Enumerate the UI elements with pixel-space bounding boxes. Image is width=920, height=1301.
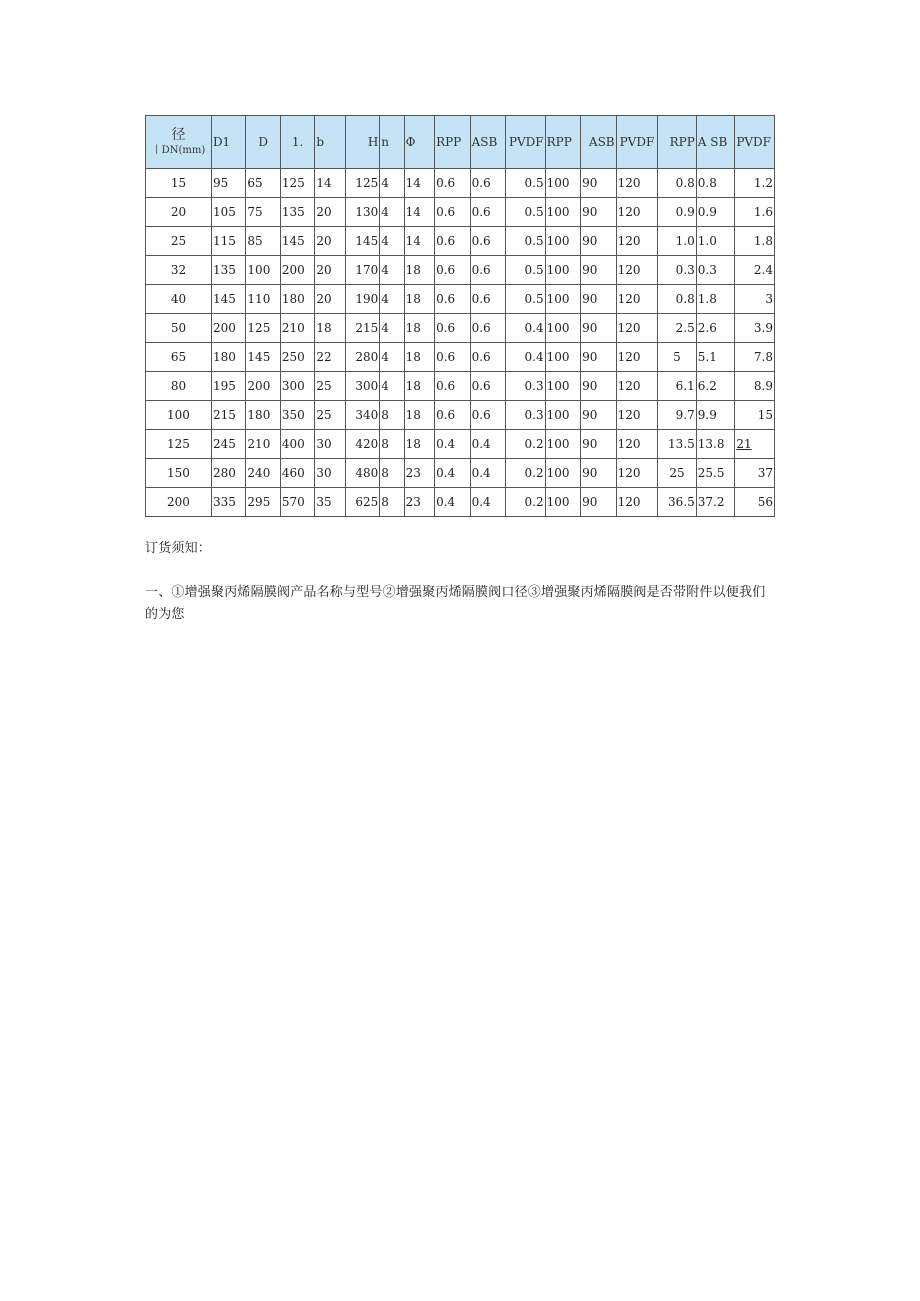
- table-cell: 100: [246, 256, 280, 285]
- table-cell: 0.6: [470, 343, 506, 372]
- table-cell: 4: [380, 198, 404, 227]
- table-cell: 170: [345, 256, 379, 285]
- cell-dn: 50: [146, 314, 212, 343]
- table-cell: 90: [581, 227, 617, 256]
- table-cell: 0.6: [435, 227, 471, 256]
- table-cell: 100: [545, 285, 581, 314]
- table-cell: 295: [246, 488, 280, 517]
- table-cell: 90: [581, 459, 617, 488]
- table-cell: 0.8: [696, 169, 735, 198]
- table-cell: 8.9: [735, 372, 775, 401]
- table-cell: 2.5: [658, 314, 697, 343]
- table-cell: 23: [404, 488, 434, 517]
- table-cell: 0.4: [470, 459, 506, 488]
- table-cell: 0.5: [506, 256, 546, 285]
- cell-dn: 125: [146, 430, 212, 459]
- table-cell: 135: [211, 256, 245, 285]
- header-cell: RPP: [658, 116, 697, 169]
- table-cell: 0.3: [696, 256, 735, 285]
- table-cell: 0.6: [435, 285, 471, 314]
- table-row: [146, 256, 775, 285]
- table-cell: 125: [345, 169, 379, 198]
- table-cell: 0.5: [506, 227, 546, 256]
- table-cell: 8: [380, 459, 404, 488]
- header-cell: PVDF: [735, 116, 775, 169]
- table-cell: 0.3: [658, 256, 697, 285]
- header-cell: b: [315, 116, 345, 169]
- table-cell: 115: [211, 227, 245, 256]
- table-cell: 0.6: [435, 256, 471, 285]
- table-cell: 210: [280, 314, 314, 343]
- table-cell: 300: [345, 372, 379, 401]
- table-cell: 13.5: [658, 430, 697, 459]
- table-cell: 20: [315, 198, 345, 227]
- table-cell: 37.2: [696, 488, 735, 517]
- table-cell: 100: [545, 314, 581, 343]
- header-cell: H: [345, 116, 379, 169]
- table-row: [146, 198, 775, 227]
- table-cell: 125: [280, 169, 314, 198]
- table-cell: 460: [280, 459, 314, 488]
- table-cell: 420: [345, 430, 379, 459]
- table-cell: 0.4: [506, 314, 546, 343]
- table-cell: 215: [211, 401, 245, 430]
- table-cell: 120: [616, 430, 658, 459]
- table-cell: 30: [315, 459, 345, 488]
- header-cell: D1: [211, 116, 245, 169]
- table-cell: 30: [315, 430, 345, 459]
- table-cell: 145: [246, 343, 280, 372]
- table-cell: 15: [735, 401, 775, 430]
- table-cell: 37: [735, 459, 775, 488]
- table-cell: 280: [345, 343, 379, 372]
- table-row: [146, 227, 775, 256]
- table-cell: 4: [380, 285, 404, 314]
- table-cell: 6.2: [696, 372, 735, 401]
- table-body: [146, 169, 775, 517]
- cell-dn: 65: [146, 343, 212, 372]
- table-cell: 0.4: [435, 430, 471, 459]
- header-diameter-main: 径: [171, 127, 186, 143]
- table-cell: 120: [616, 314, 658, 343]
- table-cell: 100: [545, 256, 581, 285]
- table-cell: 210: [246, 430, 280, 459]
- table-cell: 0.6: [435, 343, 471, 372]
- cell-dn: 32: [146, 256, 212, 285]
- table-cell: 25: [315, 372, 345, 401]
- table-cell: 135: [280, 198, 314, 227]
- table-cell: 18: [404, 343, 434, 372]
- table-cell: 4: [380, 227, 404, 256]
- table-cell: 625: [345, 488, 379, 517]
- table-cell: 18: [404, 430, 434, 459]
- table-cell: 18: [404, 401, 434, 430]
- table-cell: 75: [246, 198, 280, 227]
- table-cell: 100: [545, 227, 581, 256]
- order-notes-title: 订货须知：: [145, 541, 212, 556]
- table-cell: 400: [280, 430, 314, 459]
- table-cell: 0.6: [470, 285, 506, 314]
- cell-dn: 100: [146, 401, 212, 430]
- table-cell: 25: [658, 459, 697, 488]
- table-cell: 13.8: [696, 430, 735, 459]
- table-cell: 0.4: [506, 343, 546, 372]
- table-cell: 90: [581, 256, 617, 285]
- table-cell: 23: [404, 459, 434, 488]
- table-cell: 0.6: [435, 314, 471, 343]
- table-cell: 145: [345, 227, 379, 256]
- table-cell: 120: [616, 488, 658, 517]
- table-cell: 480: [345, 459, 379, 488]
- table-row: [146, 459, 775, 488]
- table-cell: 0.6: [470, 169, 506, 198]
- table-cell: 200: [211, 314, 245, 343]
- table-row: [146, 343, 775, 372]
- table-cell: 0.6: [435, 198, 471, 227]
- table-cell: 100: [545, 169, 581, 198]
- header-cell: 1.: [280, 116, 314, 169]
- table-cell: 25: [315, 401, 345, 430]
- table-row: [146, 488, 775, 517]
- table-cell: 18: [404, 285, 434, 314]
- table-cell: 300: [280, 372, 314, 401]
- table-cell: [735, 430, 775, 459]
- table-cell: 0.2: [506, 430, 546, 459]
- table-cell: 200: [246, 372, 280, 401]
- table-row: [146, 401, 775, 430]
- header-cell: PVDF: [616, 116, 658, 169]
- cell-dn: 20: [146, 198, 212, 227]
- table-cell: 90: [581, 198, 617, 227]
- table-row: [146, 169, 775, 198]
- table-cell: 120: [616, 459, 658, 488]
- table-cell: 145: [211, 285, 245, 314]
- table-cell: 145: [280, 227, 314, 256]
- table-cell: 120: [616, 256, 658, 285]
- table-cell: 20: [315, 256, 345, 285]
- table-cell: 14: [315, 169, 345, 198]
- table-cell: 0.5: [506, 285, 546, 314]
- table-cell: 105: [211, 198, 245, 227]
- table-cell: 2.4: [735, 256, 775, 285]
- table-row: [146, 430, 775, 459]
- table-cell: 95: [211, 169, 245, 198]
- table-row: [146, 314, 775, 343]
- table-cell: 1.0: [696, 227, 735, 256]
- table-cell: 1.8: [735, 227, 775, 256]
- table-cell: 125: [246, 314, 280, 343]
- table-cell: 0.9: [658, 198, 697, 227]
- table-cell: 130: [345, 198, 379, 227]
- table-cell: 0.6: [470, 314, 506, 343]
- table-cell: 90: [581, 285, 617, 314]
- header-cell: A SB: [696, 116, 735, 169]
- cell-dn: 25: [146, 227, 212, 256]
- table-cell: 100: [545, 488, 581, 517]
- table-cell: 570: [280, 488, 314, 517]
- table-cell: 190: [345, 285, 379, 314]
- table-cell: 4: [380, 169, 404, 198]
- table-cell: 4: [380, 256, 404, 285]
- header-cell: ASB: [581, 116, 617, 169]
- table-cell: 280: [211, 459, 245, 488]
- cell-dn: 40: [146, 285, 212, 314]
- table-cell: 180: [246, 401, 280, 430]
- header-diameter: [146, 116, 212, 169]
- table-cell: 85: [246, 227, 280, 256]
- table-cell: 65: [246, 169, 280, 198]
- table-cell: 20: [315, 285, 345, 314]
- table-cell: 350: [280, 401, 314, 430]
- table-cell: 20: [315, 227, 345, 256]
- cell-dn: 150: [146, 459, 212, 488]
- table-cell: 5: [658, 343, 697, 372]
- table-cell: 8: [380, 401, 404, 430]
- table-cell: 0.6: [470, 401, 506, 430]
- header-cell: PVDF: [506, 116, 546, 169]
- table-cell: 90: [581, 401, 617, 430]
- table-cell: 1.8: [696, 285, 735, 314]
- table-cell: 22: [315, 343, 345, 372]
- table-cell: 0.3: [506, 401, 546, 430]
- table-cell: 100: [545, 430, 581, 459]
- table-cell: 180: [211, 343, 245, 372]
- order-notes-body: 一、①增强聚丙烯隔膜阀产品名称与型号②增强聚丙烯隔膜阀口径③增强聚丙烯隔膜阀是否带附件以便我们的为您: [145, 585, 766, 622]
- table-cell: 0.9: [696, 198, 735, 227]
- table-cell: 90: [581, 343, 617, 372]
- table-cell: 245: [211, 430, 245, 459]
- table-header-row: [146, 116, 775, 169]
- table-cell: 9.7: [658, 401, 697, 430]
- table-cell: 4: [380, 314, 404, 343]
- cell-dn: 15: [146, 169, 212, 198]
- header-cell: RPP: [435, 116, 471, 169]
- table-cell: 100: [545, 343, 581, 372]
- table-cell: 56: [735, 488, 775, 517]
- header-cell: ASB: [470, 116, 506, 169]
- table-cell: 120: [616, 198, 658, 227]
- table-cell: 100: [545, 198, 581, 227]
- table-cell: 0.6: [470, 256, 506, 285]
- table-cell: 7.8: [735, 343, 775, 372]
- table-cell: 0.5: [506, 198, 546, 227]
- table-cell: 5.1: [696, 343, 735, 372]
- table-cell: 2.6: [696, 314, 735, 343]
- table-cell: 120: [616, 169, 658, 198]
- table-cell: 200: [280, 256, 314, 285]
- table-cell: 1.0: [658, 227, 697, 256]
- table-cell: 90: [581, 169, 617, 198]
- table-cell: 250: [280, 343, 314, 372]
- table-cell: 14: [404, 198, 434, 227]
- table-cell: 120: [616, 343, 658, 372]
- table-cell: 0.6: [435, 401, 471, 430]
- table-cell: 90: [581, 488, 617, 517]
- table-cell: 0.2: [506, 488, 546, 517]
- table-cell: 36.5: [658, 488, 697, 517]
- table-cell: 18: [404, 256, 434, 285]
- header-cell: n: [380, 116, 404, 169]
- table-cell: 14: [404, 169, 434, 198]
- table-cell: 18: [315, 314, 345, 343]
- table-cell: 0.6: [470, 227, 506, 256]
- table-cell: 0.8: [658, 169, 697, 198]
- table-cell: 4: [380, 343, 404, 372]
- table-cell: 0.4: [470, 488, 506, 517]
- table-cell: 0.6: [435, 169, 471, 198]
- table-cell: 110: [246, 285, 280, 314]
- table-cell: 1.6: [735, 198, 775, 227]
- table-cell: 195: [211, 372, 245, 401]
- table-cell: 335: [211, 488, 245, 517]
- table-cell: 4: [380, 372, 404, 401]
- table-cell: 100: [545, 459, 581, 488]
- table-cell-underlined: 21: [736, 437, 752, 451]
- table-cell: 0.3: [506, 372, 546, 401]
- table-cell: 120: [616, 227, 658, 256]
- cell-dn: 200: [146, 488, 212, 517]
- table-cell: 14: [404, 227, 434, 256]
- table-cell: 0.6: [470, 372, 506, 401]
- table-cell: 340: [345, 401, 379, 430]
- table-cell: 0.2: [506, 459, 546, 488]
- table-cell: 120: [616, 401, 658, 430]
- table-cell: 180: [280, 285, 314, 314]
- table-cell: 6.1: [658, 372, 697, 401]
- table-cell: 0.4: [470, 430, 506, 459]
- cell-dn: 80: [146, 372, 212, 401]
- table-cell: 8: [380, 488, 404, 517]
- header-cell: Φ: [404, 116, 434, 169]
- table-cell: 100: [545, 401, 581, 430]
- table-cell: 0.6: [470, 198, 506, 227]
- table-cell: 3.9: [735, 314, 775, 343]
- table-cell: 120: [616, 285, 658, 314]
- table-cell: 90: [581, 314, 617, 343]
- table-cell: 0.8: [658, 285, 697, 314]
- table-cell: 0.5: [506, 169, 546, 198]
- table-cell: 8: [380, 430, 404, 459]
- table-row: [146, 372, 775, 401]
- table-cell: 18: [404, 372, 434, 401]
- table-cell: 100: [545, 372, 581, 401]
- table-cell: 9.9: [696, 401, 735, 430]
- table-cell: 25.5: [696, 459, 735, 488]
- table-cell: 3: [735, 285, 775, 314]
- table-cell: 0.6: [435, 372, 471, 401]
- table-cell: 120: [616, 372, 658, 401]
- header-cell: RPP: [545, 116, 581, 169]
- table-cell: 35: [315, 488, 345, 517]
- table-cell: 0.4: [435, 459, 471, 488]
- spec-table: [145, 115, 775, 517]
- table-cell: 240: [246, 459, 280, 488]
- table-cell: 90: [581, 430, 617, 459]
- header-diameter-sub: 丨DN(mm): [151, 145, 206, 156]
- table-cell: 18: [404, 314, 434, 343]
- table-cell: 90: [581, 372, 617, 401]
- table-cell: 215: [345, 314, 379, 343]
- table-cell: 0.4: [435, 488, 471, 517]
- table-cell: 1.2: [735, 169, 775, 198]
- table-row: [146, 285, 775, 314]
- header-cell: D: [246, 116, 280, 169]
